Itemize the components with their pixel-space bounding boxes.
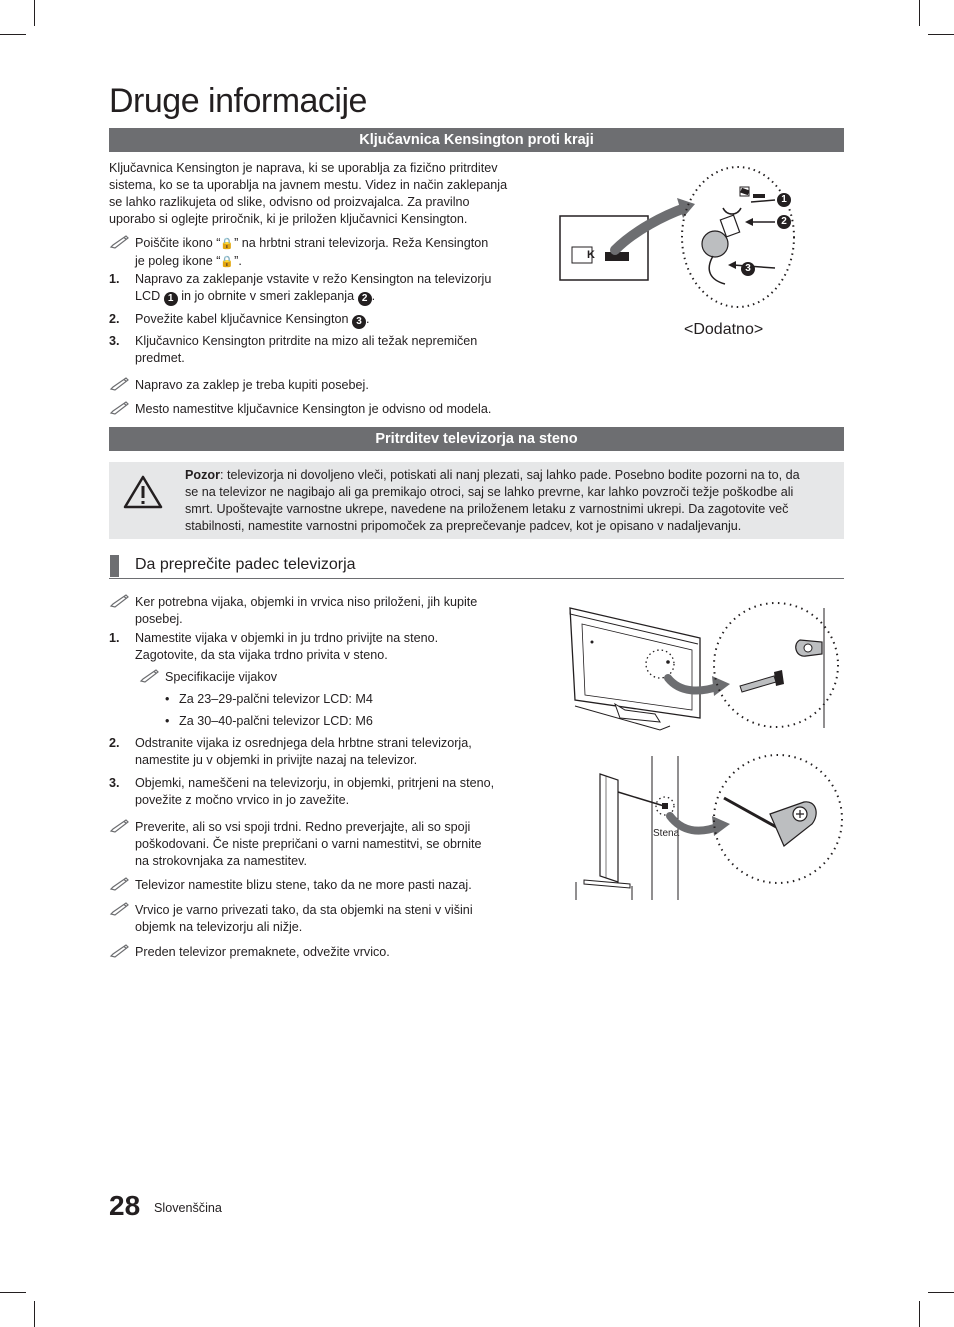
subheading-rule bbox=[109, 578, 844, 579]
intro-line: Ključavnica Kensington je naprava, ki se uporablja za fizično pritrditev bbox=[109, 161, 498, 175]
page-title: Druge informacije bbox=[109, 82, 367, 120]
tv-side-wall-illustration bbox=[570, 752, 850, 902]
wall-step-2: 2. Odstranite vijaka iz osrednjega dela hrbtne strani televizorja, namestite ju v objemki in privijte nazaj na televizor. bbox=[109, 736, 472, 767]
pencil-note-icon bbox=[109, 818, 131, 834]
intro-line: sistema, ko se ta uporablja na javnem mestu. Videz in način zaklepanja bbox=[109, 178, 508, 192]
warning-text: Pozor: televizorja ni dovoljeno vleči, potiskati ali nanj plezati, saj lahko pade. Posebno bodite pozorni na to, da se na televizor ne nagibajo ali ga premikajo otroci, saj se lahko prevrne, kar lahko povzroči težje poškodbe ali smrt. Upoštevajte varnostne ukrepe, navedene na priloženem letaku z varnostnimi ukrepi. Da zagotovite več stabilnosti, namestite varnostni pripomoček za preprečevanje padcev, kot je opisano v nadaljevanju. bbox=[185, 468, 800, 533]
note-cord-height: Vrvico je varno privezati tako, da sta objemki na steni v višini objemk na televizorju ali nižje. bbox=[109, 902, 529, 936]
crop-mark bbox=[919, 0, 920, 26]
intro-line: se lahko razlikujeta od slike, odvisno od proizvajalca. Za pravilno bbox=[109, 195, 470, 209]
spec-item: • Za 30–40-palčni televizor LCD: M6 bbox=[165, 714, 373, 728]
subheading-prevent-fall: Da preprečite padec televizorja bbox=[135, 556, 356, 573]
pencil-note-icon bbox=[109, 876, 131, 892]
pencil-note-icon bbox=[139, 668, 161, 684]
note-buy-separately: Napravo za zaklep je treba kupiti posebej. bbox=[109, 377, 529, 394]
crop-mark bbox=[919, 1301, 920, 1327]
note-check-joints: Preverite, ali so vsi spoji trdni. Redno preverjajte, ali so spoji poškodovani. Če niste prepričani o varni namestitvi, se obrnite na strokovnjaka za namestitev. bbox=[109, 819, 529, 870]
crop-mark bbox=[34, 1301, 35, 1327]
pencil-note-icon bbox=[109, 234, 131, 250]
figure-caption-optional: <Dodatno> bbox=[684, 321, 764, 338]
crop-mark bbox=[34, 0, 35, 26]
note-screw-specs: Specifikacije vijakov bbox=[139, 669, 559, 686]
callout-number: 1 bbox=[164, 292, 178, 306]
spec-item: • Za 23–29-palčni televizor LCD: M4 bbox=[165, 692, 373, 706]
kensington-step-1: 1. Napravo za zaklepanje vstavite v režo Kensington na televizorju LCD 1 in jo obrnite v smeri zaklepanja 2 . bbox=[109, 272, 492, 304]
kensington-step-3: 3. Ključavnico Kensington pritrdite na mizo ali težak nepremičen predmet. bbox=[109, 334, 478, 365]
note-parts-not-included: Ker potrebna vijaka, objemki in vrvica niso priloženi, jih kupite posebej. bbox=[109, 594, 529, 628]
wall-step-3: 3. Objemki, nameščeni na televizorju, in objemki, pritrjeni na steno, povežite z močno vrvico in jo zavežite. bbox=[109, 776, 495, 807]
section-heading-kensington: Ključavnica Kensington proti kraji bbox=[109, 128, 844, 152]
note-find-icon: Poiščite ikono “🔒” na hrbtni strani televizorja. Reža Kensington je poleg ikone “🔒”. bbox=[109, 235, 529, 271]
pencil-note-icon bbox=[109, 376, 131, 392]
note-untie-before-move: Preden televizor premaknete, odvežite vrvico. bbox=[109, 944, 529, 961]
crop-mark bbox=[928, 1292, 954, 1293]
pencil-note-icon bbox=[109, 901, 131, 917]
figure-callout-3: 3 bbox=[741, 262, 755, 276]
crop-mark bbox=[0, 34, 26, 35]
pencil-note-icon bbox=[109, 943, 131, 959]
crop-mark bbox=[0, 1292, 26, 1293]
callout-number: 2 bbox=[358, 292, 372, 306]
pencil-note-icon bbox=[109, 593, 131, 609]
subheading-marker bbox=[110, 555, 119, 577]
section-heading-wall-mount: Pritrditev televizorja na steno bbox=[109, 427, 844, 451]
intro-line: uporabo si oglejte priročnik, ki je priložen ključavnici Kensington. bbox=[109, 212, 468, 226]
kensington-lock-illustration bbox=[555, 160, 815, 310]
figure-callout-2: 2 bbox=[777, 215, 791, 229]
kensington-slot-letter: K bbox=[587, 249, 595, 261]
tv-back-bracket-illustration bbox=[560, 598, 850, 738]
page-number: 28 bbox=[109, 1190, 141, 1221]
crop-mark bbox=[928, 34, 954, 35]
callout-number: 3 bbox=[352, 315, 366, 329]
kensington-step-2: 2. Povežite kabel ključavnice Kensington 3 . bbox=[109, 312, 370, 327]
note-near-wall: Televizor namestite blizu stene, tako da ne more pasti nazaj. bbox=[109, 877, 529, 894]
page-language: Slovenščina bbox=[154, 1201, 222, 1215]
figure-callout-1: 1 bbox=[777, 193, 791, 207]
wall-label: Stena bbox=[653, 828, 680, 839]
wall-step-1: 1. Namestite vijaka v objemki in ju trdno privijte na steno. Zagotovite, da sta vijaka trdno privita v steno. bbox=[109, 631, 439, 662]
note-location-depends: Mesto namestitve ključavnice Kensington je odvisno od modela. bbox=[109, 401, 529, 418]
warning-triangle-icon bbox=[123, 475, 163, 509]
kensington-intro bbox=[109, 160, 529, 228]
kensington-lock-icon: 🔒 bbox=[220, 256, 235, 268]
pencil-note-icon bbox=[109, 400, 131, 416]
kensington-lock-icon: 🔒 bbox=[220, 238, 235, 250]
